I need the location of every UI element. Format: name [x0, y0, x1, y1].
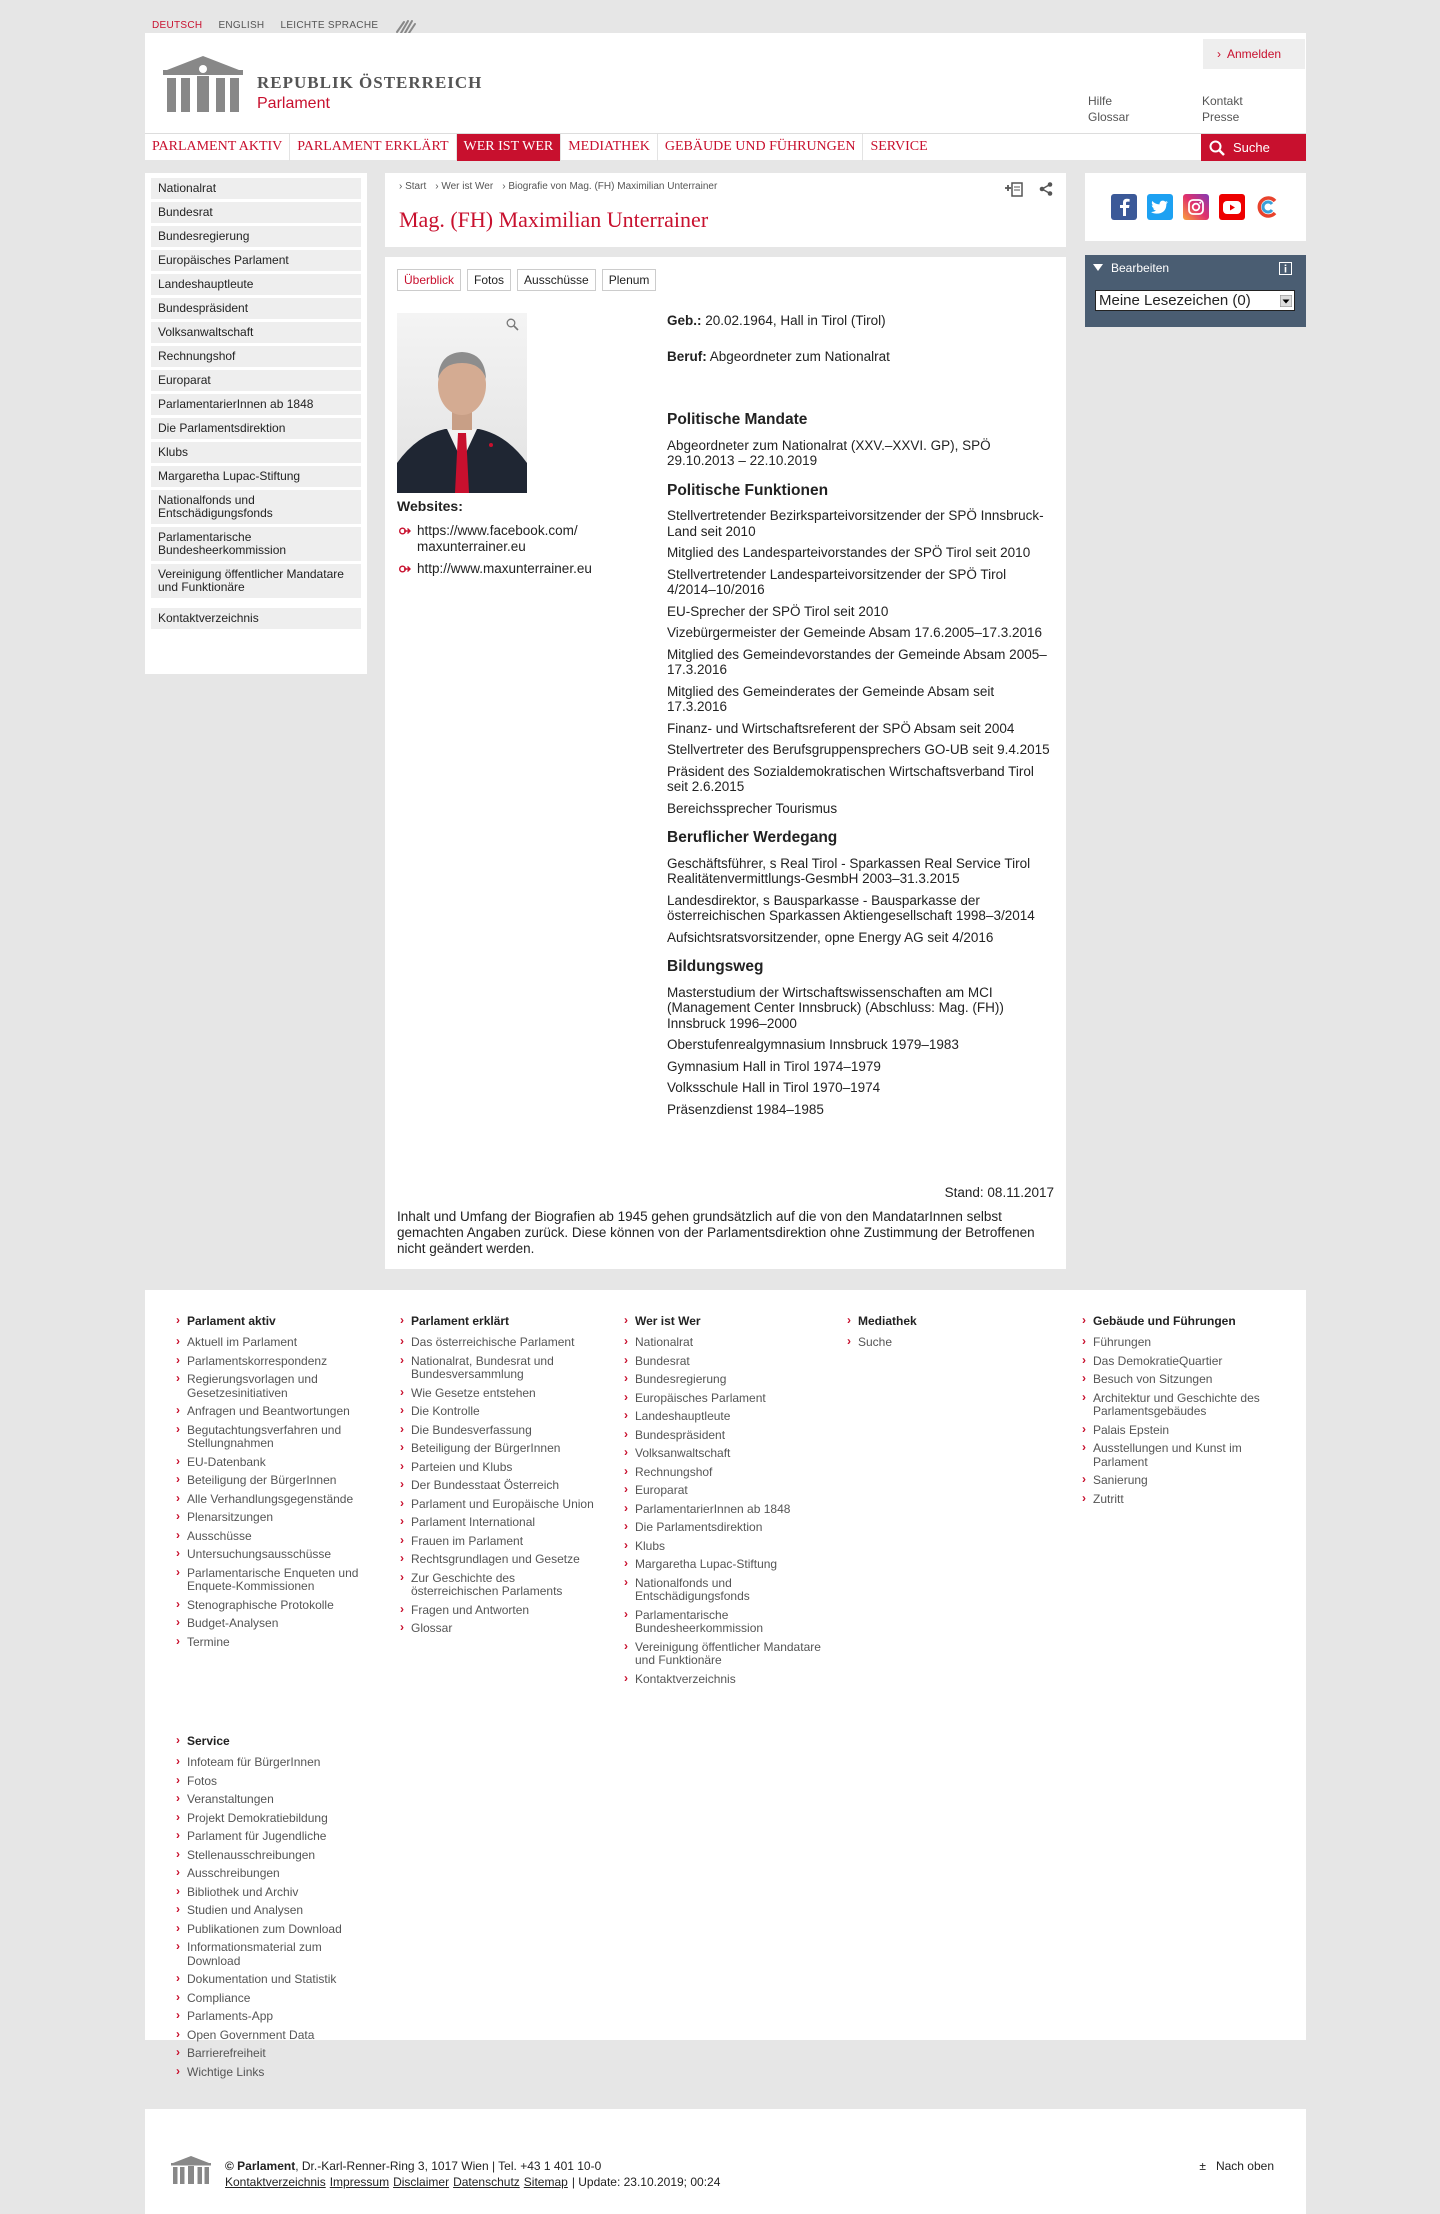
- sitemap-link[interactable]: › Nationalrat, Bundesrat und Bundesversammlung: [411, 1355, 601, 1382]
- sitemap-column-service: [187, 1734, 377, 2084]
- breadcrumb-current: › Biografie von Mag. (FH) Maximilian Unterrainer: [502, 181, 717, 192]
- footer-copyright: © Parlament: [225, 2159, 296, 2173]
- sitemap-link[interactable]: › Begutachtungsverfahren und Stellungnahmen: [187, 1424, 377, 1451]
- chevron-down-icon: [1280, 295, 1292, 307]
- footer-link-sitemap[interactable]: Sitemap: [523, 2175, 568, 2189]
- footer-link-datenschutz[interactable]: Datenschutz: [453, 2175, 520, 2189]
- sidebar-item-bundesregierung[interactable]: Bundesregierung: [151, 226, 361, 247]
- sitemap-link[interactable]: › Architektur und Geschichte des Parlamentsgebäudes: [1093, 1392, 1283, 1419]
- sitemap-link[interactable]: › Frauen im Parlament: [411, 1535, 601, 1549]
- search-label: Suche: [1233, 140, 1270, 155]
- twitter-icon[interactable]: [1147, 194, 1173, 220]
- page-tools: [1004, 181, 1054, 197]
- nav-gebaeude[interactable]: GEBÄUDE UND FÜHRUNGEN: [658, 134, 864, 161]
- sitemap-heading[interactable]: › Gebäude und Führungen: [1093, 1314, 1283, 1328]
- bookmarks-select-value: Meine Lesezeichen (0): [1099, 292, 1251, 309]
- sitemap-link[interactable]: › Alle Verhandlungsgegenstände: [187, 1493, 377, 1507]
- sitemap-link[interactable]: › Die Parlamentsdirektion: [635, 1521, 825, 1535]
- sidebar-item-nationalfonds[interactable]: Nationalfonds und Entschädigungsfonds: [151, 490, 361, 524]
- bottom-footer: [145, 2109, 1306, 2214]
- sitemap-link[interactable]: › Zutritt: [1093, 1493, 1283, 1507]
- external-link-icon: [399, 564, 411, 574]
- sitemap-link[interactable]: › Die Kontrolle: [411, 1405, 601, 1419]
- footer-sitemap: [145, 1290, 1306, 2079]
- parliament-building-icon: [169, 2154, 213, 2186]
- function-item: Präsident des Sozialdemokratischen Wirtschaftsverband Tirol seit 2.6.2015: [667, 763, 1034, 794]
- sidebar-item-klubs[interactable]: Klubs: [151, 442, 361, 463]
- sitemap-link[interactable]: › Publikationen zum Download: [187, 1923, 377, 1937]
- nav-parlament-erklaert[interactable]: PARLAMENT ERKLÄRT: [290, 134, 456, 161]
- function-item: Vizebürgermeister der Gemeinde Absam 17.6.2005–17.3.2016: [667, 625, 1042, 640]
- career-item: Geschäftsführer, s Real Tirol - Sparkassen Real Service Tirol Realitätenvermittlungs-GesmbH 2003–31.3.2015: [667, 855, 1031, 886]
- sitemap-link[interactable]: › Sanierung: [1093, 1474, 1283, 1488]
- sitemap-heading[interactable]: › Parlament erklärt: [411, 1314, 601, 1328]
- website-url: http://www.maxunterrainer.eu: [417, 561, 592, 576]
- press-link[interactable]: Presse: [1202, 110, 1240, 124]
- sitemap-link[interactable]: › Ausschüsse: [187, 1530, 377, 1544]
- sitemap-link[interactable]: › Nationalfonds und Entschädigungsfonds: [635, 1577, 825, 1604]
- search-icon: [1209, 140, 1225, 156]
- sitemap-link[interactable]: › Nationalrat: [635, 1336, 825, 1350]
- portrait-photo[interactable]: [397, 313, 527, 493]
- sitemap-link[interactable]: › Projekt Demokratiebildung: [187, 1812, 377, 1826]
- sitemap-link[interactable]: › Stenographische Protokolle: [187, 1599, 377, 1613]
- sitemap-link[interactable]: › Wichtige Links: [187, 2066, 377, 2080]
- sitemap-link[interactable]: › Suche: [858, 1336, 1048, 1350]
- contact-link[interactable]: Kontakt: [1202, 94, 1243, 108]
- sitemap-link[interactable]: › Margaretha Lupac-Stiftung: [635, 1558, 825, 1572]
- chevron-right-icon: ›: [1217, 47, 1221, 61]
- sitemap-link[interactable]: › EU-Datenbank: [187, 1456, 377, 1470]
- page-title: Mag. (FH) Maximilian Unterrainer: [399, 207, 709, 232]
- website-url: https://www.facebook.com/ maxunterrainer.eu: [417, 523, 578, 554]
- sitemap-link[interactable]: › Bundesregierung: [635, 1373, 825, 1387]
- nav-service[interactable]: SERVICE: [870, 139, 928, 154]
- footer-links: [225, 2175, 720, 2189]
- breadcrumb-start[interactable]: › Start: [399, 181, 426, 192]
- tab-ueberblick[interactable]: Überblick: [397, 269, 461, 291]
- logo-title: REPUBLIK ÖSTERREICH: [257, 73, 483, 92]
- sitemap-link[interactable]: › Wie Gesetze entstehen: [411, 1387, 601, 1401]
- section-heading-mandate: Politische Mandate: [667, 411, 808, 428]
- sidebar-item-bundespraesident[interactable]: Bundespräsident: [151, 298, 361, 319]
- sitemap-link[interactable]: › Besuch von Sitzungen: [1093, 1373, 1283, 1387]
- sidebar-item-parlamentarierinnen[interactable]: ParlamentarierInnen ab 1848: [151, 394, 361, 415]
- sitemap-link[interactable]: › Untersuchungsausschüsse: [187, 1548, 377, 1562]
- footer-link-impressum[interactable]: Impressum: [329, 2175, 390, 2189]
- sitemap-heading[interactable]: › Mediathek: [858, 1314, 1048, 1328]
- tab-ausschuesse[interactable]: Ausschüsse: [517, 269, 596, 291]
- sitemap-link[interactable]: › Regierungsvorlagen und Gesetzesinitiativen: [187, 1373, 377, 1400]
- mandate-item: Abgeordneter zum Nationalrat (XXV.–XXVI. GP), SPÖ 29.10.2013 – 22.10.2019: [667, 437, 991, 468]
- site-header: [145, 33, 1306, 133]
- sitemap-link[interactable]: › Parlaments-App: [187, 2010, 377, 2024]
- section-heading-werdegang: Beruflicher Werdegang: [667, 829, 838, 846]
- breadcrumb: [399, 181, 717, 192]
- sitemap-link[interactable]: › Barrierefreiheit: [187, 2047, 377, 2061]
- sidebar-item-nationalrat[interactable]: Nationalrat: [151, 178, 361, 199]
- footer-link-kontaktverzeichnis[interactable]: Kontaktverzeichnis: [225, 2175, 326, 2189]
- education-item: Volksschule Hall in Tirol 1970–1974: [667, 1080, 881, 1095]
- sitemap-link[interactable]: › Bibliothek und Archiv: [187, 1886, 377, 1900]
- sitemap-link[interactable]: › Parlament für Jugendliche: [187, 1830, 377, 1844]
- sitemap-link[interactable]: › Stellenausschreibungen: [187, 1849, 377, 1863]
- sitemap-link[interactable]: › Bundesrat: [635, 1355, 825, 1369]
- sitemap-link[interactable]: › Glossar: [411, 1622, 601, 1636]
- education-item: Gymnasium Hall in Tirol 1974–1979: [667, 1058, 881, 1074]
- biography-text: [667, 313, 1052, 1123]
- sidebar-item-bundesheerkommission[interactable]: Parlamentarische Bundesheerkommission: [151, 527, 361, 561]
- nav-mediathek[interactable]: MEDIATHEK: [561, 134, 658, 161]
- sidebar-item-kontaktverzeichnis[interactable]: Kontaktverzeichnis: [151, 608, 361, 629]
- last-updated: Stand: 08.11.2017: [944, 1185, 1054, 1200]
- sidebar-item-lupac-stiftung[interactable]: Margaretha Lupac-Stiftung: [151, 466, 361, 487]
- portrait-image: [397, 313, 527, 493]
- function-item: Stellvertretender Landesparteivorsitzender der SPÖ Tirol 4/2014–10/2016: [667, 566, 1007, 597]
- bookmarks-box: [1085, 255, 1306, 327]
- search-button[interactable]: [1201, 134, 1306, 161]
- sidebar-item-volksanwaltschaft[interactable]: Volksanwaltschaft: [151, 322, 361, 343]
- sitemap-link[interactable]: › Compliance: [187, 1992, 377, 2006]
- sitemap-link[interactable]: › Dokumentation und Statistik: [187, 1973, 377, 1987]
- tab-fotos[interactable]: Fotos: [467, 269, 511, 291]
- sidebar-item-bundesrat[interactable]: Bundesrat: [151, 202, 361, 223]
- facebook-icon[interactable]: [1111, 194, 1137, 220]
- instagram-icon[interactable]: [1183, 194, 1209, 220]
- birth-info: [667, 313, 1052, 329]
- sitemap-link[interactable]: › Budget-Analysen: [187, 1617, 377, 1631]
- sitemap-link[interactable]: › Rechtsgrundlagen und Gesetze: [411, 1553, 601, 1567]
- education-item: Masterstudium der Wirtschaftswissenschaften am MCI (Management Center Innsbruck) (Abschluss: Mag. (FH)) Innsbruck 1996–2000: [667, 984, 1004, 1031]
- footer-address: [225, 2159, 601, 2173]
- sitemap-link[interactable]: › Fragen und Antworten: [411, 1604, 601, 1618]
- back-to-top-link[interactable]: [1199, 2159, 1274, 2173]
- sitemap-column-wer: [635, 1314, 825, 1691]
- sitemap-link[interactable]: › Bundespräsident: [635, 1429, 825, 1443]
- sitemap-link[interactable]: › Parlamentarische Bundesheerkommission: [635, 1609, 825, 1636]
- function-item: Mitglied des Gemeinderates der Gemeinde Absam seit 17.3.2016: [667, 683, 995, 714]
- nav-parlament-aktiv[interactable]: PARLAMENT AKTIV: [145, 134, 290, 161]
- sitemap-link[interactable]: › Klubs: [635, 1540, 825, 1554]
- websites-list: [399, 523, 599, 583]
- sitemap-link[interactable]: › ParlamentarierInnen ab 1848: [635, 1503, 825, 1517]
- tab-bar: [397, 269, 656, 291]
- function-item: Mitglied des Gemeindevorstandes der Gemeinde Absam 2005–17.3.2016: [667, 646, 1047, 677]
- sitemap-link[interactable]: › Fotos: [187, 1775, 377, 1789]
- zoom-icon[interactable]: [506, 318, 519, 331]
- nav-wer-ist-wer[interactable]: WER IST WER: [457, 134, 562, 161]
- main-nav: [145, 133, 1306, 160]
- share-icon[interactable]: [1038, 181, 1054, 197]
- sitemap-link[interactable]: › Open Government Data: [187, 2029, 377, 2043]
- function-item: EU-Sprecher der SPÖ Tirol seit 2010: [667, 603, 889, 619]
- biography-disclaimer: Inhalt und Umfang der Biografien ab 1945 gehen grundsätzlich auf die von den MandatarInnen selbst gemachten Angaben zurück. Diese können von der Parlamentsdirektion ohne Zustimmung der Betroffenen nicht geändert werden.: [397, 1209, 1035, 1256]
- social-media-box: [1085, 173, 1306, 241]
- sidebar-item-parlamentsdirektion[interactable]: Die Parlamentsdirektion: [151, 418, 361, 439]
- function-item: Bereichssprecher Tourismus: [667, 800, 838, 816]
- sitemap-link[interactable]: › Landeshauptleute: [635, 1410, 825, 1424]
- sitemap-link[interactable]: › Parlamentarische Enqueten und Enquete-Kommissionen: [187, 1567, 377, 1594]
- external-link-icon: [399, 526, 411, 536]
- section-heading-funktionen: Politische Funktionen: [667, 481, 829, 499]
- sitemap-link[interactable]: › Parteien und Klubs: [411, 1461, 601, 1475]
- sitemap-link[interactable]: › Parlament International: [411, 1516, 601, 1530]
- sitemap-link[interactable]: › Beteiligung der BürgerInnen: [411, 1442, 601, 1456]
- career-item: Aufsichtsratsvorsitzender, opne Energy AG seit 4/2016: [667, 929, 994, 945]
- glossary-link[interactable]: Glossar: [1088, 110, 1130, 124]
- sitemap-link[interactable]: › Europarat: [635, 1484, 825, 1498]
- triangle-down-icon: [1093, 264, 1103, 272]
- sitemap-heading[interactable]: › Service: [187, 1734, 377, 1748]
- sitemap-link[interactable]: › Kontaktverzeichnis: [635, 1673, 825, 1687]
- sitemap-link[interactable]: › Das österreichische Parlament: [411, 1336, 601, 1350]
- career-item: Landesdirektor, s Bausparkasse - Bausparkasse der österreichischen Sparkassen Aktiengesellschaft 1998–3/2014: [667, 892, 1035, 923]
- login-label: Anmelden: [1227, 47, 1282, 61]
- sitemap-link[interactable]: › Termine: [187, 1636, 377, 1650]
- sitemap-link[interactable]: › Beteiligung der BürgerInnen: [187, 1474, 377, 1488]
- sitemap-link[interactable]: › Ausschreibungen: [187, 1867, 377, 1881]
- sidebar-item-vereinigung[interactable]: Vereinigung öffentlicher Mandatare und Funktionäre: [151, 564, 361, 598]
- biography-card: [385, 257, 1066, 1269]
- sidebar-item-landeshauptleute[interactable]: Landeshauptleute: [151, 274, 361, 295]
- sitemap-link[interactable]: › Anfragen und Beantwortungen: [187, 1405, 377, 1419]
- birth-value: 20.02.1964, Hall in Tirol (Tirol): [701, 313, 886, 328]
- title-card: [385, 173, 1066, 247]
- logo-subtitle: Parlament: [257, 95, 330, 112]
- sidebar-item-europaeisches-parlament[interactable]: Europäisches Parlament: [151, 250, 361, 271]
- birth-label: Geb.:: [667, 313, 702, 328]
- info-icon[interactable]: [1279, 262, 1292, 275]
- section-heading-bildung: Bildungsweg: [667, 958, 764, 975]
- sitemap-link[interactable]: › Infoteam für BürgerInnen: [187, 1756, 377, 1770]
- help-link[interactable]: Hilfe: [1088, 94, 1113, 108]
- sitemap-link[interactable]: › Plenarsitzungen: [187, 1511, 377, 1525]
- lang-english[interactable]: ENGLISH: [218, 19, 265, 31]
- sitemap-link[interactable]: › Studien und Analysen: [187, 1904, 377, 1918]
- sitemap-column-erklaert: [411, 1314, 601, 1641]
- sitemap-link[interactable]: › Rechnungshof: [635, 1466, 825, 1480]
- sitemap-column-aktiv: [187, 1314, 377, 1654]
- function-item: Mitglied des Landesparteivorstandes der SPÖ Tirol seit 2010: [667, 545, 1031, 560]
- sitemap-link[interactable]: › Europäisches Parlament: [635, 1392, 825, 1406]
- parliament-logo[interactable]: [159, 54, 482, 114]
- sitemap-link[interactable]: › Führungen: [1093, 1336, 1283, 1350]
- sitemap-link[interactable]: › Zur Geschichte des österreichischen Parlaments: [411, 1572, 601, 1599]
- profession-value: Abgeordneter zum Nationalrat: [706, 348, 890, 364]
- education-item: Präsenzdienst 1984–1985: [667, 1101, 824, 1117]
- footer-address-text: , Dr.-Karl-Renner-Ring 3, 1017 Wien | Tel. +43 1 401 10-0: [295, 2159, 602, 2173]
- profession-label: Beruf:: [667, 348, 707, 364]
- parlament-app-icon[interactable]: [1255, 194, 1281, 220]
- sitemap-column-mediathek: [858, 1314, 1048, 1355]
- breadcrumb-wer-ist-wer[interactable]: › Wer ist Wer: [435, 181, 493, 192]
- lang-deutsch[interactable]: DEUTSCH: [152, 19, 203, 31]
- sitemap-link[interactable]: › Veranstaltungen: [187, 1793, 377, 1807]
- sitemap-link[interactable]: › Ausstellungen und Kunst im Parlament: [1093, 1442, 1283, 1469]
- sitemap-link[interactable]: › Palais Epstein: [1093, 1424, 1283, 1438]
- profession-info: [667, 349, 1052, 365]
- function-item: Stellvertretender Bezirksparteivorsitzender der SPÖ Innsbruck-Land seit 2010: [667, 508, 1044, 539]
- function-item: Finanz- und Wirtschaftsreferent der SPÖ Absam seit 2004: [667, 720, 1015, 736]
- education-item: Oberstufenrealgymnasium Innsbruck 1979–1983: [667, 1037, 959, 1052]
- sidebar: [145, 173, 367, 674]
- login-button[interactable]: [1203, 39, 1305, 69]
- sidebar-item-europarat[interactable]: Europarat: [151, 370, 361, 391]
- sitemap-column-gebaeude: [1093, 1314, 1283, 1511]
- edit-label[interactable]: Bearbeiten: [1111, 261, 1170, 275]
- sitemap-link[interactable]: › Volksanwaltschaft: [635, 1447, 825, 1461]
- bookmarks-select[interactable]: [1095, 290, 1295, 311]
- sitemap-heading[interactable]: › Wer ist Wer: [635, 1314, 825, 1328]
- sitemap-link[interactable]: › Das DemokratieQuartier: [1093, 1355, 1283, 1369]
- function-item: Stellvertreter des Berufsgruppensprechers GO-UB seit 9.4.2015: [667, 742, 1050, 757]
- footer-update: | Update: 23.10.2019; 00:24: [571, 2175, 721, 2189]
- lang-leichte-sprache[interactable]: LEICHTE SPRACHE: [280, 19, 379, 31]
- website-link[interactable]: [399, 523, 599, 555]
- tab-plenum[interactable]: Plenum: [602, 269, 657, 291]
- back-to-top-label: Nach oben: [1215, 2159, 1274, 2173]
- sidebar-item-rechnungshof[interactable]: Rechnungshof: [151, 346, 361, 367]
- footer-link-disclaimer[interactable]: Disclaimer: [393, 2175, 450, 2189]
- parliament-building-icon: [159, 54, 247, 114]
- sitemap-link[interactable]: › Der Bundesstaat Österreich: [411, 1479, 601, 1493]
- sitemap-link[interactable]: › Vereinigung öffentlicher Mandatare und Funktionäre: [635, 1641, 825, 1668]
- sitemap-link[interactable]: › Parlament und Europäische Union: [411, 1498, 601, 1512]
- sitemap-link[interactable]: › Parlamentskorrespondenz: [187, 1355, 377, 1369]
- sitemap-link[interactable]: › Die Bundesverfassung: [411, 1424, 601, 1438]
- sitemap-link[interactable]: › Informationsmaterial zum Download: [187, 1941, 377, 1968]
- websites-label: Websites:: [397, 498, 463, 514]
- sitemap-link[interactable]: › Aktuell im Parlament: [187, 1336, 377, 1350]
- youtube-icon[interactable]: [1219, 194, 1245, 220]
- arrow-up-icon: ±: [1199, 2159, 1206, 2173]
- bookmark-add-icon[interactable]: [1004, 181, 1024, 197]
- sitemap-heading[interactable]: › Parlament aktiv: [187, 1314, 377, 1328]
- website-link[interactable]: [399, 561, 599, 577]
